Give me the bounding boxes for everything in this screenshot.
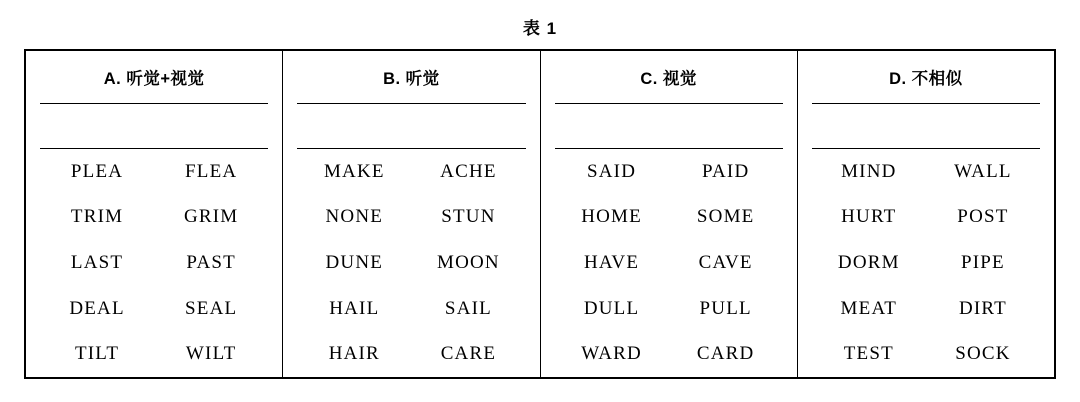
word-cell: CAVE	[698, 251, 753, 273]
word-cell: PAST	[186, 251, 236, 273]
word-cell: PULL	[699, 297, 752, 319]
table-row	[40, 286, 268, 332]
word-cell: HAIR	[328, 343, 380, 365]
table-row	[555, 195, 783, 241]
group-spacer-a	[40, 104, 268, 149]
table-row	[812, 240, 1040, 286]
group-header-c: C. 视觉	[555, 51, 783, 104]
table-row	[40, 149, 268, 195]
word-cell: ACHE	[440, 160, 497, 182]
table-row	[812, 195, 1040, 241]
table-caption: 表 1	[522, 19, 558, 38]
word-cell: DIRT	[958, 297, 1007, 319]
word-cell: DUNE	[325, 251, 384, 273]
word-cell: MIND	[841, 160, 897, 182]
table-group-a	[26, 51, 282, 377]
word-cell: HURT	[841, 206, 897, 228]
word-pairs-table	[24, 49, 1056, 379]
group-words-b	[297, 149, 525, 377]
word-cell: CARE	[440, 343, 497, 365]
group-spacer-d	[812, 104, 1040, 149]
word-cell: PIPE	[961, 251, 1005, 273]
word-cell: WILT	[185, 343, 237, 365]
word-cell: NONE	[325, 206, 384, 228]
word-cell: TRIM	[70, 206, 124, 228]
table-row	[812, 149, 1040, 195]
table-group-c	[541, 51, 797, 377]
table-row	[297, 331, 525, 377]
table-row	[297, 195, 525, 241]
word-cell: PLEA	[70, 160, 124, 182]
word-cell: SAID	[586, 160, 637, 182]
word-cell: MAKE	[323, 160, 385, 182]
table-row	[555, 149, 783, 195]
word-cell: SAIL	[444, 297, 492, 319]
word-cell: MEAT	[840, 297, 898, 319]
table-row	[40, 195, 268, 241]
word-cell: LAST	[70, 251, 124, 273]
table-row	[297, 149, 525, 195]
group-spacer-c	[555, 104, 783, 149]
word-cell: HAIL	[329, 297, 380, 319]
word-cell: GRIM	[183, 206, 239, 228]
group-words-c	[555, 149, 783, 377]
word-cell: SOCK	[955, 343, 1011, 365]
word-cell: DULL	[583, 297, 640, 319]
word-cell: STUN	[441, 206, 496, 228]
word-cell: CARD	[696, 343, 755, 365]
table-row	[812, 286, 1040, 332]
table-row	[812, 331, 1040, 377]
table-row	[555, 286, 783, 332]
table-row	[297, 240, 525, 286]
word-cell: POST	[957, 206, 1009, 228]
word-cell: DEAL	[69, 297, 125, 319]
word-cell: TILT	[74, 343, 120, 365]
table-row	[40, 331, 268, 377]
word-cell: DORM	[837, 251, 900, 273]
word-cell: PAID	[701, 160, 750, 182]
group-spacer-b	[297, 104, 525, 149]
table-group-b	[283, 51, 539, 377]
word-cell: TEST	[843, 343, 894, 365]
table-row	[555, 331, 783, 377]
word-cell: MOON	[437, 251, 500, 273]
table-row	[40, 240, 268, 286]
word-cell: SOME	[696, 206, 755, 228]
word-cell: FLEA	[185, 160, 238, 182]
table-row	[555, 240, 783, 286]
group-header-b: B. 听觉	[297, 51, 525, 104]
group-header-d: D. 不相似	[812, 51, 1040, 104]
word-cell: SEAL	[185, 297, 238, 319]
word-cell: WALL	[954, 160, 1012, 182]
group-words-d	[812, 149, 1040, 377]
word-cell: WARD	[581, 343, 642, 365]
word-cell: HOME	[581, 206, 642, 228]
table-row	[297, 286, 525, 332]
word-cell: HAVE	[584, 251, 640, 273]
group-header-a: A. 听觉+视觉	[40, 51, 268, 104]
table-group-d	[798, 51, 1054, 377]
group-words-a	[40, 149, 268, 377]
